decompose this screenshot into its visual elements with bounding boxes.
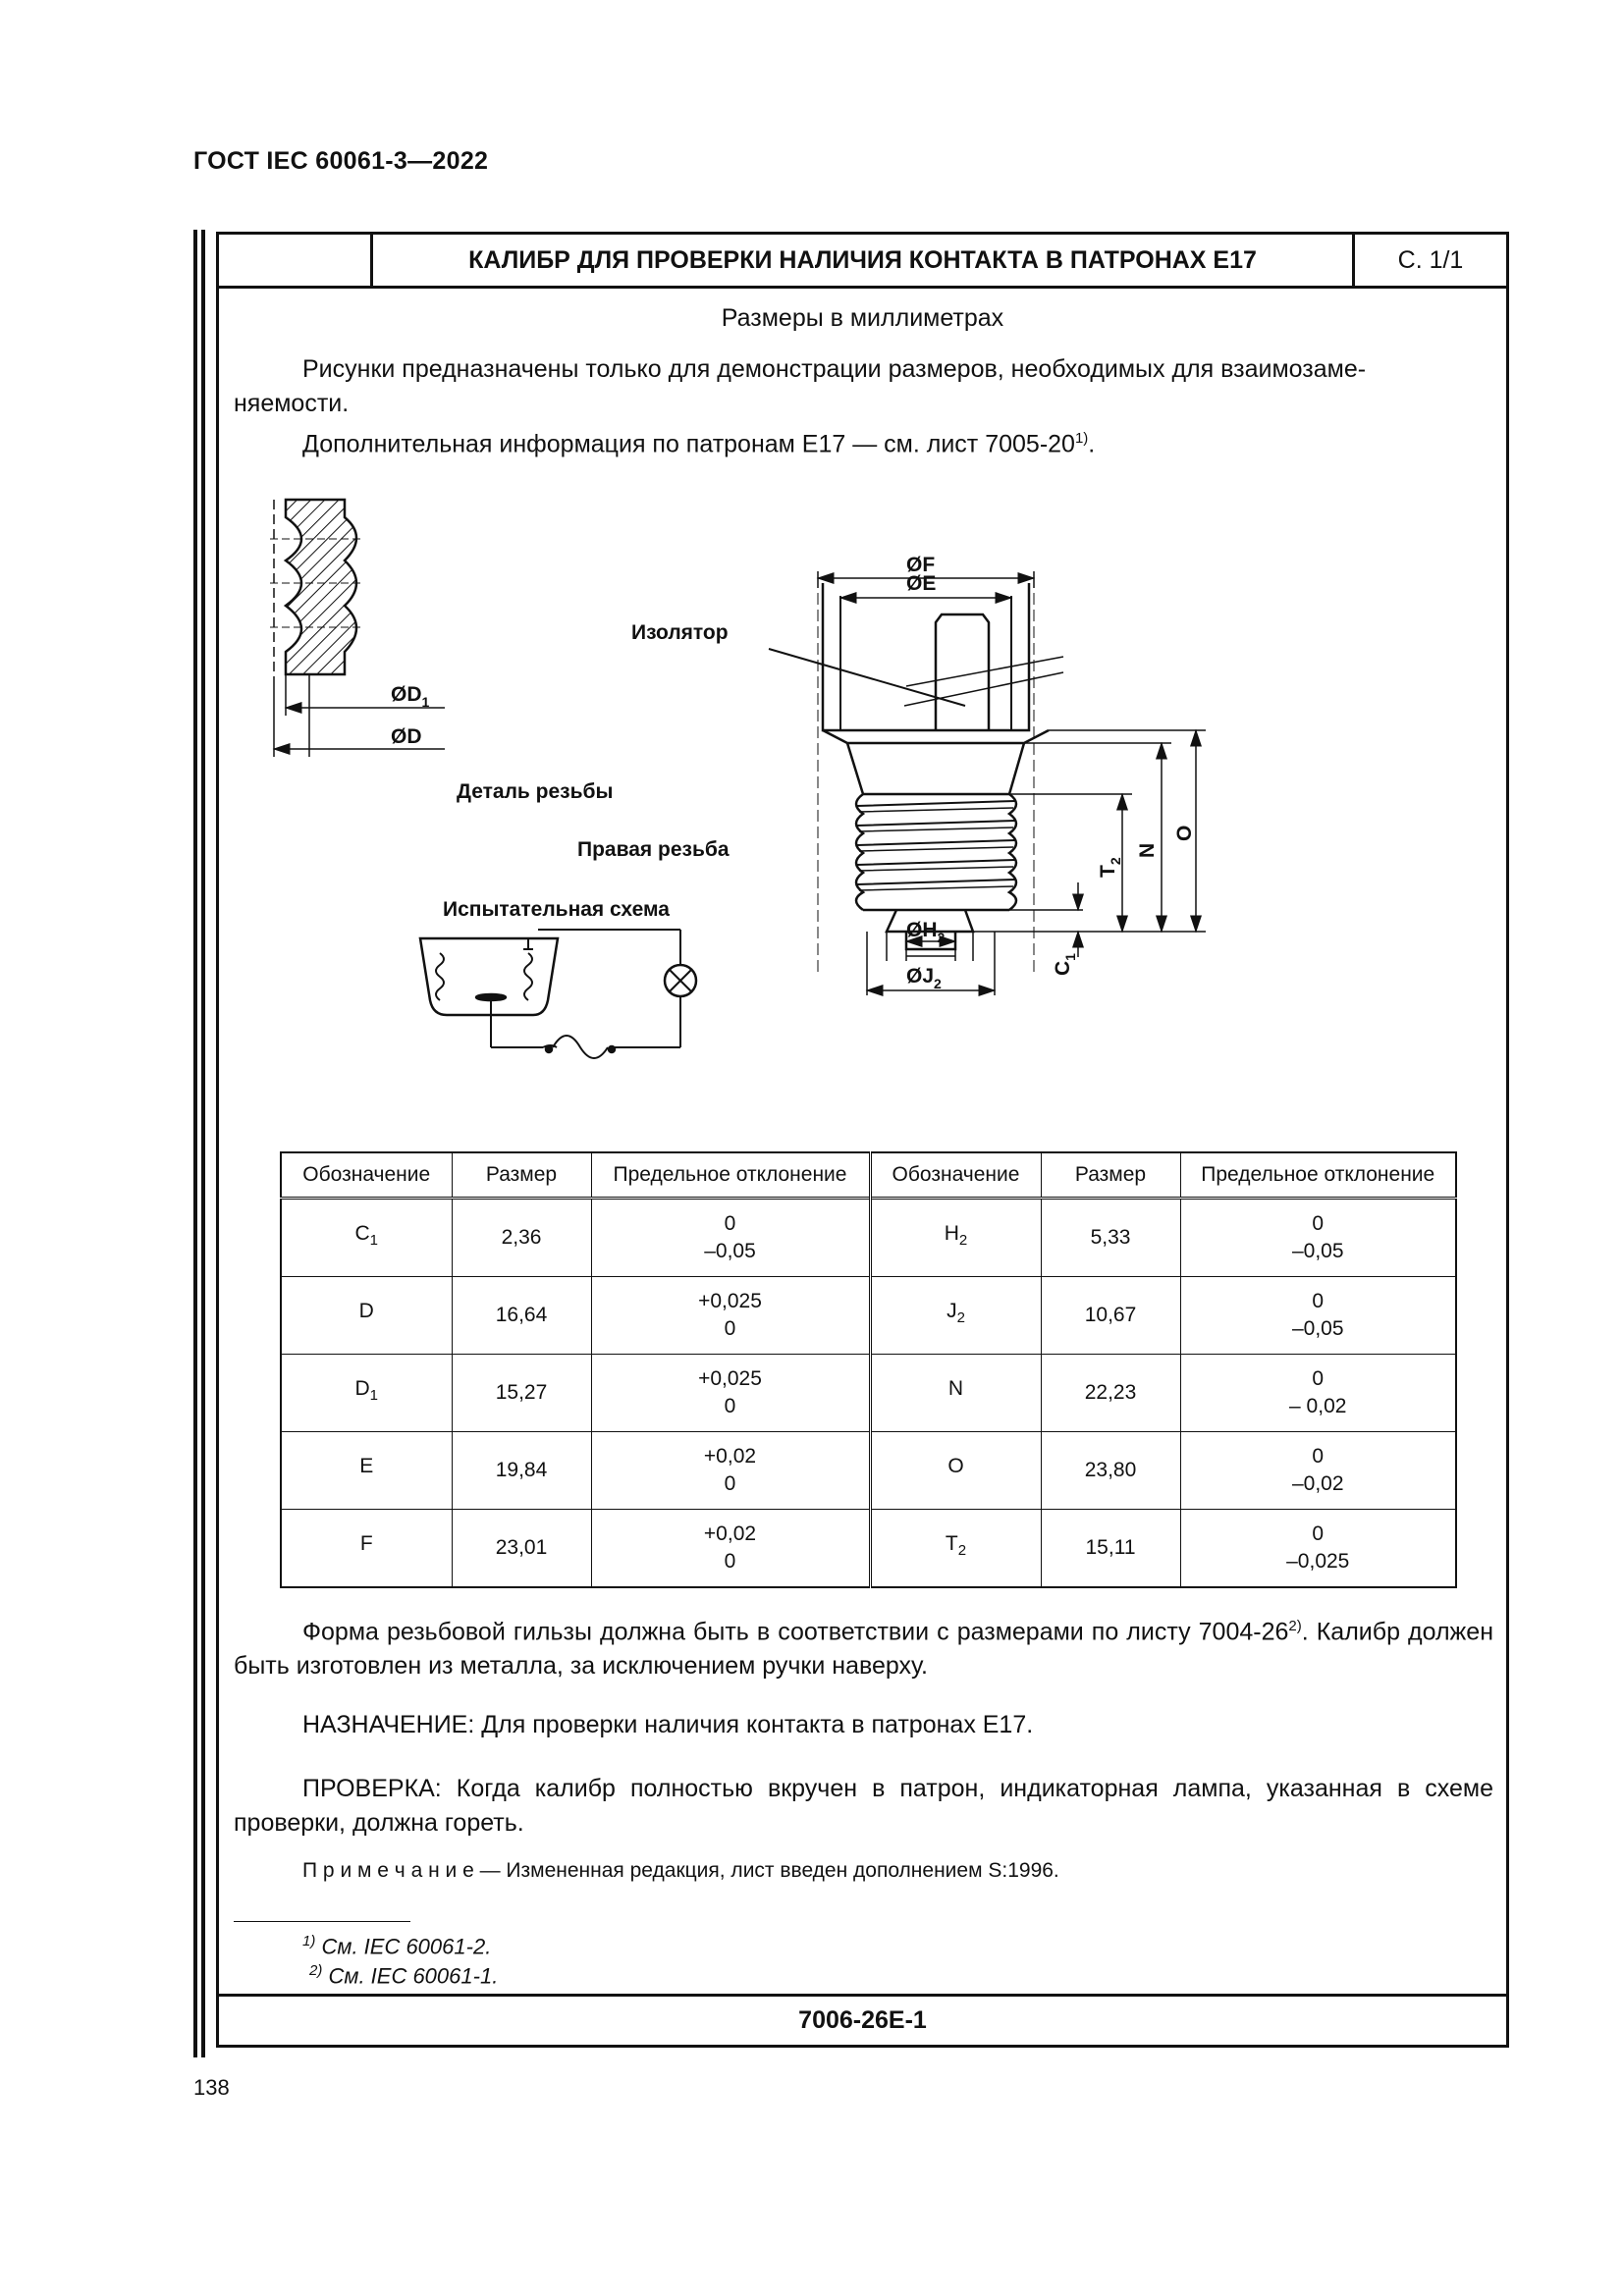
svg-text:ØJ2: $ØJ_2$ — [906, 965, 942, 991]
designation-cell: E — [281, 1432, 452, 1510]
info-paragraph — [234, 421, 1493, 461]
dim-O-label: O — [1173, 825, 1196, 841]
col-header: Предельное отклонение — [591, 1152, 870, 1199]
svg-text:T2: $T_2$ — [1097, 857, 1123, 878]
form-paragraph — [234, 1609, 1493, 1683]
footnote-2: $^{2)}$ См. IEC 60061-1. — [309, 1962, 499, 1989]
intro-paragraph — [234, 352, 1493, 421]
svg-text:C1: $C_1$ — [1052, 953, 1078, 976]
purpose-paragraph: НАЗНАЧЕНИЕ: Для проверки наличия контакта в патронах E17. — [302, 1711, 1034, 1738]
sheet-header — [219, 235, 1506, 289]
size-cell: 23,01 — [452, 1510, 591, 1588]
size-cell: 2,36 — [452, 1199, 591, 1277]
size-cell: 19,84 — [452, 1432, 591, 1510]
test-circuit-figure — [420, 930, 696, 1058]
size-cell: 16,64 — [452, 1277, 591, 1355]
designation-cell: $D_1$ — [281, 1355, 452, 1432]
designation-cell: $H_2$ — [870, 1199, 1041, 1277]
dim-C1-label: C — [1052, 960, 1074, 976]
col-header: Обозначение — [281, 1152, 452, 1199]
footnote-rule — [234, 1921, 410, 1922]
test-circuit-caption: Испытательная схема — [443, 898, 670, 921]
dim-D1-label: ØD — [391, 683, 422, 706]
dim-J2-label: ØJ — [906, 965, 935, 988]
intro-line-1: Рисунки предназначены только для демонстрации размеров, необходимых для взаимозаме- — [302, 355, 1367, 383]
footnote-ref-1: 1) — [1074, 430, 1089, 447]
designation-cell: N — [870, 1355, 1041, 1432]
dim-N-label: N — [1136, 842, 1159, 858]
tolerance-cell: 0 – 0,02 — [1180, 1355, 1456, 1432]
table-header-row — [281, 1152, 1456, 1199]
dim-E-label: ØE — [906, 572, 937, 595]
sheet-code: 7006-26E-1 — [219, 1994, 1506, 2045]
designation-cell: $C_1$ — [281, 1199, 452, 1277]
table-row — [281, 1432, 1456, 1510]
page-number: 138 — [193, 2075, 230, 2100]
designation-cell: $J_2$ — [870, 1277, 1041, 1355]
right-thread-caption: Правая резьба — [577, 838, 730, 861]
designation-cell: O — [870, 1432, 1041, 1510]
check-paragraph: ПРОВЕРКА: Когда калибр полностью вкручен в патрон, индикаторная лампа, указанная в схеме проверки, должна гореть. — [234, 1775, 1493, 1837]
tolerance-cell: 0 –0,05 — [591, 1199, 870, 1277]
form-text: Форма резьбовой гильзы должна быть в соответствии с размерами по листу 7004-26 — [302, 1618, 1289, 1646]
info-text: Дополнительная информация по патронам E17 — см. лист 7005-20 — [302, 430, 1075, 458]
table-row — [281, 1355, 1456, 1432]
sheet-frame — [216, 232, 1509, 2048]
tolerance-cell: +0,02 0 — [591, 1510, 870, 1588]
designation-cell: F — [281, 1510, 452, 1588]
form-tail: . Калибр должен быть изготовлен из металла, за исключением ручки наверху. — [234, 1618, 1493, 1681]
col-header: Обозначение — [870, 1152, 1041, 1199]
size-cell: 23,80 — [1041, 1432, 1180, 1510]
size-cell: 22,23 — [1041, 1355, 1180, 1432]
footnote-ref-2: 2) — [1288, 1618, 1302, 1634]
col-header: Размер — [1041, 1152, 1180, 1199]
footnote-1: $^{1)}$ См. IEC 60061-2. — [302, 1933, 492, 1959]
gauge-figure — [769, 571, 1206, 995]
size-cell: 15,27 — [452, 1355, 591, 1432]
size-cell: 15,11 — [1041, 1510, 1180, 1588]
tolerance-cell: +0,025 0 — [591, 1355, 870, 1432]
table-row — [281, 1510, 1456, 1588]
svg-text:ØD1: $ØD_1$ — [391, 683, 430, 710]
header-blank-cell — [219, 235, 373, 286]
size-cell: 5,33 — [1041, 1199, 1180, 1277]
gauge-drawing — [219, 480, 1506, 1138]
tolerance-cell: 0 –0,05 — [1180, 1277, 1456, 1355]
margin-bar — [201, 230, 205, 2057]
dim-D-label: ØD — [391, 725, 422, 748]
margin-bar — [193, 230, 197, 2057]
sheet-title: КАЛИБР ДЛЯ ПРОВЕРКИ НАЛИЧИЯ КОНТАКТА В ПАТРОНАХ E17 — [373, 235, 1355, 286]
dimensions-table — [280, 1151, 1457, 1588]
designation-cell: $T_2$ — [870, 1510, 1041, 1588]
table-row — [281, 1277, 1456, 1355]
tolerance-cell: +0,02 0 — [591, 1432, 870, 1510]
tolerance-cell: 0 –0,02 — [1180, 1432, 1456, 1510]
designation-cell: D — [281, 1277, 452, 1355]
table-row — [281, 1199, 1456, 1277]
tolerance-cell: +0,025 0 — [591, 1277, 870, 1355]
col-header: Предельное отклонение — [1180, 1152, 1456, 1199]
standard-title: ГОСТ IEC 60061-3—2022 — [193, 147, 489, 175]
intro-line-2: няемости. — [234, 390, 350, 417]
size-cell: 10,67 — [1041, 1277, 1180, 1355]
dim-H2-label: ØH — [906, 919, 938, 941]
tolerance-cell: 0 –0,05 — [1180, 1199, 1456, 1277]
sheet-page: С. 1/1 — [1397, 245, 1464, 274]
note-text: П р и м е ч а н и е — Измененная редакция, лист введен дополнением S:1996. — [302, 1859, 1059, 1882]
dim-T2-label: T — [1097, 865, 1119, 878]
col-header: Размер — [452, 1152, 591, 1199]
dim-F-label: ØF — [906, 554, 936, 576]
info-tail: . — [1088, 430, 1096, 458]
thread-detail-figure — [270, 500, 445, 757]
units-note: Размеры в миллиметрах — [721, 304, 1004, 332]
thread-detail-caption: Деталь резьбы — [457, 780, 614, 803]
svg-text:ØH2: $ØH_2$ — [906, 919, 946, 945]
insulator-label: Изолятор — [631, 621, 729, 644]
tolerance-cell: 0 –0,025 — [1180, 1510, 1456, 1588]
